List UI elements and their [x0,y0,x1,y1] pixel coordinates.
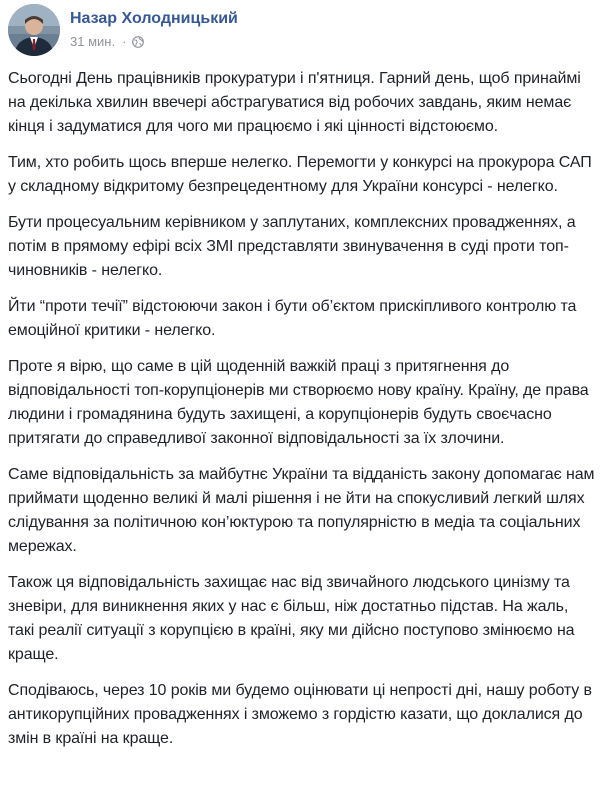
post-paragraph-1: Сьогодні День працівників прокуратури і п'ятниця. Гарний день, щоб принаймі на декілька хвилин ввечері абстрагуватися від робочих завдань, яким немає кінця і задуматися для чого ми працюємо і які цінності відстоюємо. [8,70,581,135]
post-paragraph-3: Бути процесуальним керівником у заплутаних, комплексних провадженнях, а потім в прямому ефірі всіх ЗМІ представляти звинувачення в суді проти топ-чиновників - нелегко. [8,214,576,279]
post-paragraph-6: Саме відповідальність за майбутнє України та відданість закону допомагає нам приймати щоденно великі й малі рішення і не йти на спокусливий легкий шлях слідування за політичною кон’юктурою та популярністю в медіа та соціальних мережах. [8,466,595,555]
post-subline [70,34,238,50]
post-meta [70,3,238,50]
author-name[interactable]: Назар Холодницький [70,10,238,27]
post-paragraph-7: Також ця відповідальність захищає нас від звичайного людського цинізму та зневіри, для виникнення яких у нас є більш, ніж достатньо підстав. На жаль, такі реалії ситуації з корупцією в країні, яку ми дійсно поступово змінюємо на краще. [8,574,575,663]
post-paragraph-5: Проте я вірю, що саме в цій щоденній важкій праці з притягнення до відповідальності топ-корупціонерів ми створюємо нову країну. Країну, де права людини і громадянина будуть захищені, а корупціонерів будуть своєчасно притягати до справедливої законної відповідальності за їх злочини. [8,358,589,447]
post-paragraph-8: Сподіваюсь, через 10 років ми будемо оцінювати ці непрості дні, нашу роботу в антикорупційних провадженнях і зможемо з гордістю казати, що доклалися до змін в країні на краще. [8,682,592,747]
post-paragraph-2: Тим, хто робить щось вперше нелегко. Перемогти у конкурсі на прокурора САП у складному відкритому безпрецедентному для України консурсі - нелегко. [8,154,592,195]
post-body [8,67,598,751]
post-paragraph-4: Йти “проти течії” відстоюючи закон і бути об’єктом прискіпливого контролю та емоційної критики - нелегко. [8,298,577,339]
separator-dot: · [122,34,127,49]
globe-icon[interactable] [132,36,144,48]
post-header [8,0,598,64]
avatar[interactable] [8,4,60,56]
post-timestamp[interactable]: 31 мин. [70,34,116,49]
